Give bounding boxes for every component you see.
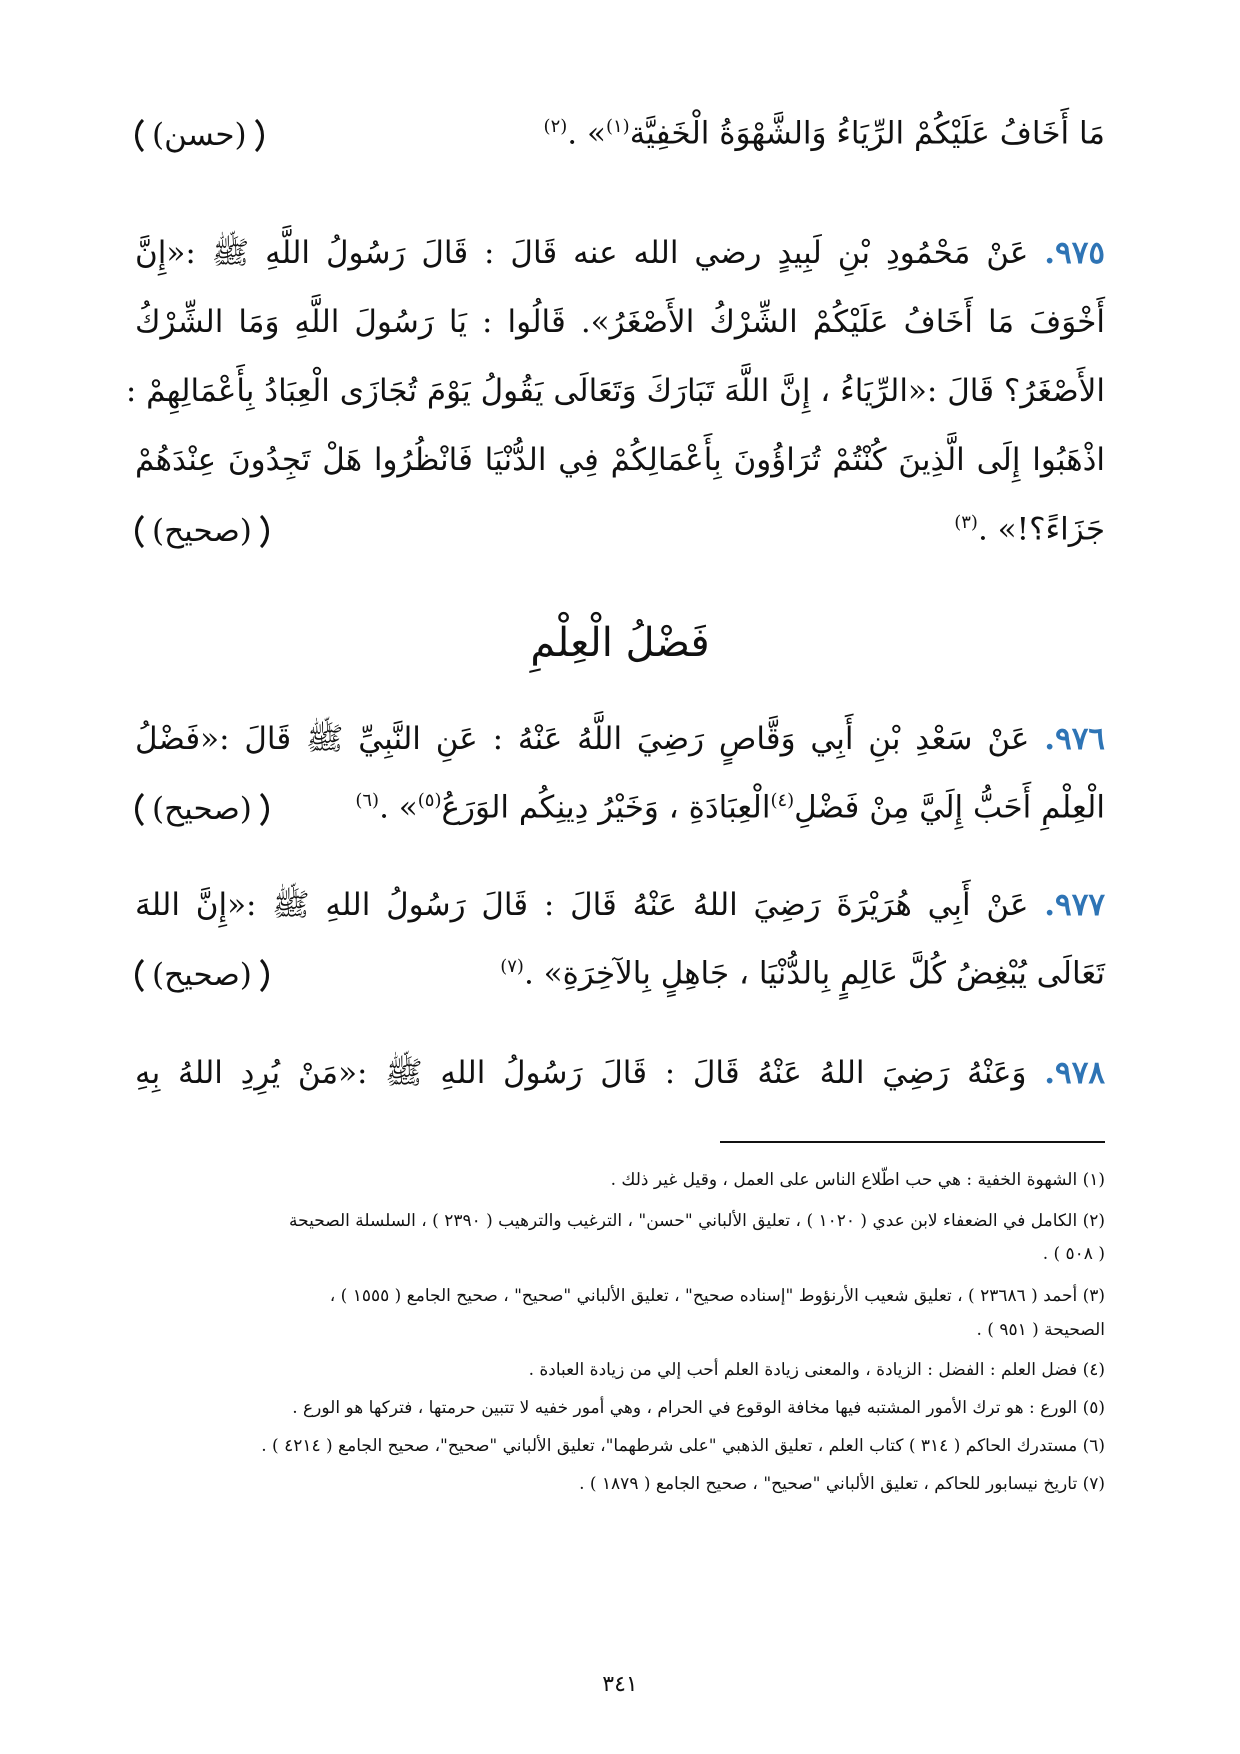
footnote-1: (١) الشهوة الخفية : هي حب اطّلاع الناس على العمل ، وقيل غير ذلك .	[610, 1170, 1105, 1190]
section-heading: فَضْلُ الْعِلْمِ	[530, 620, 710, 666]
hadith-976-grade: (صحيح)	[135, 786, 269, 833]
hadith-976-text-1: عَنْ سَعْدِ بْنِ أَبِي وَقَّاصٍ رَضِيَ اللَّهُ عَنْهُ : عَنِ النَّبِيِّ ﷺ قَالَ :«فَضْلُ	[135, 721, 1030, 757]
hadith-976-text-2a: الْعِلْمِ أَحَبُّ إِلَيَّ مِنْ فَضْلِ	[794, 789, 1105, 826]
hadith-977-text-2: تَعَالَى يُبْغِضُ كُلَّ عَالِمٍ بِالدُّنْيَا ، جَاهِلٍ بِالآخِرَةِ» .	[523, 955, 1105, 992]
hadith-977-line-2	[135, 955, 1105, 992]
hadith-974-text: مَا أَخَافُ عَلَيْكُمْ الرِّيَاءُ وَالشَّهْوَةُ الْخَفِيَّة	[629, 115, 1105, 152]
hadith-977-line-1	[135, 887, 1105, 923]
hadith-975-text-5: جَزَاءً؟!» .	[977, 511, 1105, 548]
footnote-7: (٧) تاريخ نيسابور للحاكم ، تعليق الألباني "صحيح" ، صحيح الجامع ( ١٨٧٩ ) .	[579, 1474, 1105, 1494]
hadith-975-line-2: أَخْوَفَ مَا أَخَافُ عَلَيْكُمْ الشِّرْكُ الأَصْغَرُ». قَالُوا : يَا رَسُولَ اللَّهِ وَمَا الشِّرْكُ	[135, 304, 1105, 340]
footnote-ref-5: (٥)	[417, 790, 442, 811]
hadith-978-number: ٩٧٨.	[1044, 1055, 1105, 1091]
hadith-975-line-4: اذْهَبُوا إِلَى الَّذِينَ كُنْتُمْ تُرَاؤُونَ بِأَعْمَالِكُمْ فِي الدُّنْيَا فَانْظُرُوا هَلْ تَجِدُونَ عِنْدَهُمْ	[135, 442, 1105, 478]
footnote-ref-2: (٢)	[543, 116, 568, 137]
hadith-977-grade: (صحيح)	[135, 952, 269, 999]
footnote-ref-6: (٦)	[355, 790, 380, 811]
page-number: ٣٤١	[602, 1672, 638, 1697]
hadith-974-grade: (حسن)	[135, 112, 264, 159]
footnote-ref-7: (٧)	[500, 956, 524, 977]
quote-close: » .	[379, 789, 418, 826]
hadith-976-line-2	[135, 789, 1105, 826]
hadith-977-text-1: عَنْ أَبِي هُرَيْرَةَ رَضِيَ اللهُ عَنْهُ قَالَ : قَالَ رَسُولُ اللهِ ﷺ :«إِنَّ اللهَ	[135, 887, 1029, 923]
hadith-975-line-1	[135, 235, 1106, 271]
footnote-3: (٣) أحمد ( ٢٣٦٨٦ ) ، تعليق شعيب الأرنؤوط "إسناده صحيح" ، تعليق الألباني "صحيح" ، صحيح الجامع ( ١٥٥٥ ) ،	[329, 1286, 1105, 1306]
footnote-4: (٤) فضل العلم : الفضل : الزيادة ، والمعنى زيادة العلم أحب إلي من زيادة العبادة .	[528, 1360, 1105, 1380]
hadith-976-line-1	[135, 721, 1106, 757]
footnote-3-cont: الصحيحة ( ٩٥١ ) .	[976, 1320, 1105, 1340]
hadith-975-number: ٩٧٥.	[1044, 235, 1106, 271]
hadith-975-line-5	[135, 511, 1105, 548]
hadith-974-line-1	[135, 115, 1105, 152]
hadith-978-text-1: وَعَنْهُ رَضِيَ اللهُ عَنْهُ قَالَ : قَالَ رَسُولُ اللهِ ﷺ :«مَنْ يُرِدِ اللهُ بِهِ	[135, 1055, 1027, 1091]
hadith-978-line-1	[135, 1055, 1105, 1091]
hadith-975-grade: (صحيح)	[135, 508, 269, 555]
quote-close: » .	[567, 115, 606, 152]
hadith-977-number: ٩٧٧.	[1044, 887, 1105, 923]
hadith-975-line-3: الأَصْغَرُ؟ قَالَ :«الرِّيَاءُ ، إِنَّ اللَّهَ تَبَارَكَ وَتَعَالَى يَقُولُ يَوْمَ تُجَازَى الْعِبَادُ بِأَعْمَالِهِمْ :	[125, 373, 1105, 409]
hadith-975-text-1: عَنْ مَحْمُودِ بْنِ لَبِيدٍ رضي الله عنه قَالَ : قَالَ رَسُولُ اللَّهِ ﷺ :«إِنَّ	[135, 235, 1029, 271]
footnote-5: (٥) الورع : هو ترك الأمور المشتبه فيها مخافة الوقوع في الحرام ، وهي أمور خفيه لا تتبين حرمتها ، فتركها هو الورع .	[292, 1398, 1105, 1418]
footnote-2-cont: ( ٥٠٨ ) .	[1042, 1244, 1105, 1264]
hadith-976-text-2b: الْعِبَادَةِ ، وَخَيْرُ دِينِكُم الوَرَعُ	[441, 789, 771, 826]
footnote-ref-3: (٣)	[954, 512, 978, 533]
footnote-separator	[720, 1141, 1105, 1143]
footnote-ref-1: (١)	[605, 116, 630, 137]
footnote-2: (٢) الكامل في الضعفاء لابن عدي ( ١٠٢٠ ) ، تعليق الألباني "حسن" ، الترغيب والترهيب ( ٢٣٩٠ ) ، السلسلة الصحيحة	[289, 1211, 1105, 1231]
hadith-976-number: ٩٧٦.	[1044, 721, 1106, 757]
footnote-6: (٦) مستدرك الحاكم ( ٣١٤ ) كتاب العلم ، تعليق الذهبي "على شرطهما"، تعليق الألباني "صحيح"، صحيح الجامع ( ٤٢١٤ ) .	[261, 1436, 1105, 1456]
footnote-ref-4: (٤)	[770, 790, 795, 811]
